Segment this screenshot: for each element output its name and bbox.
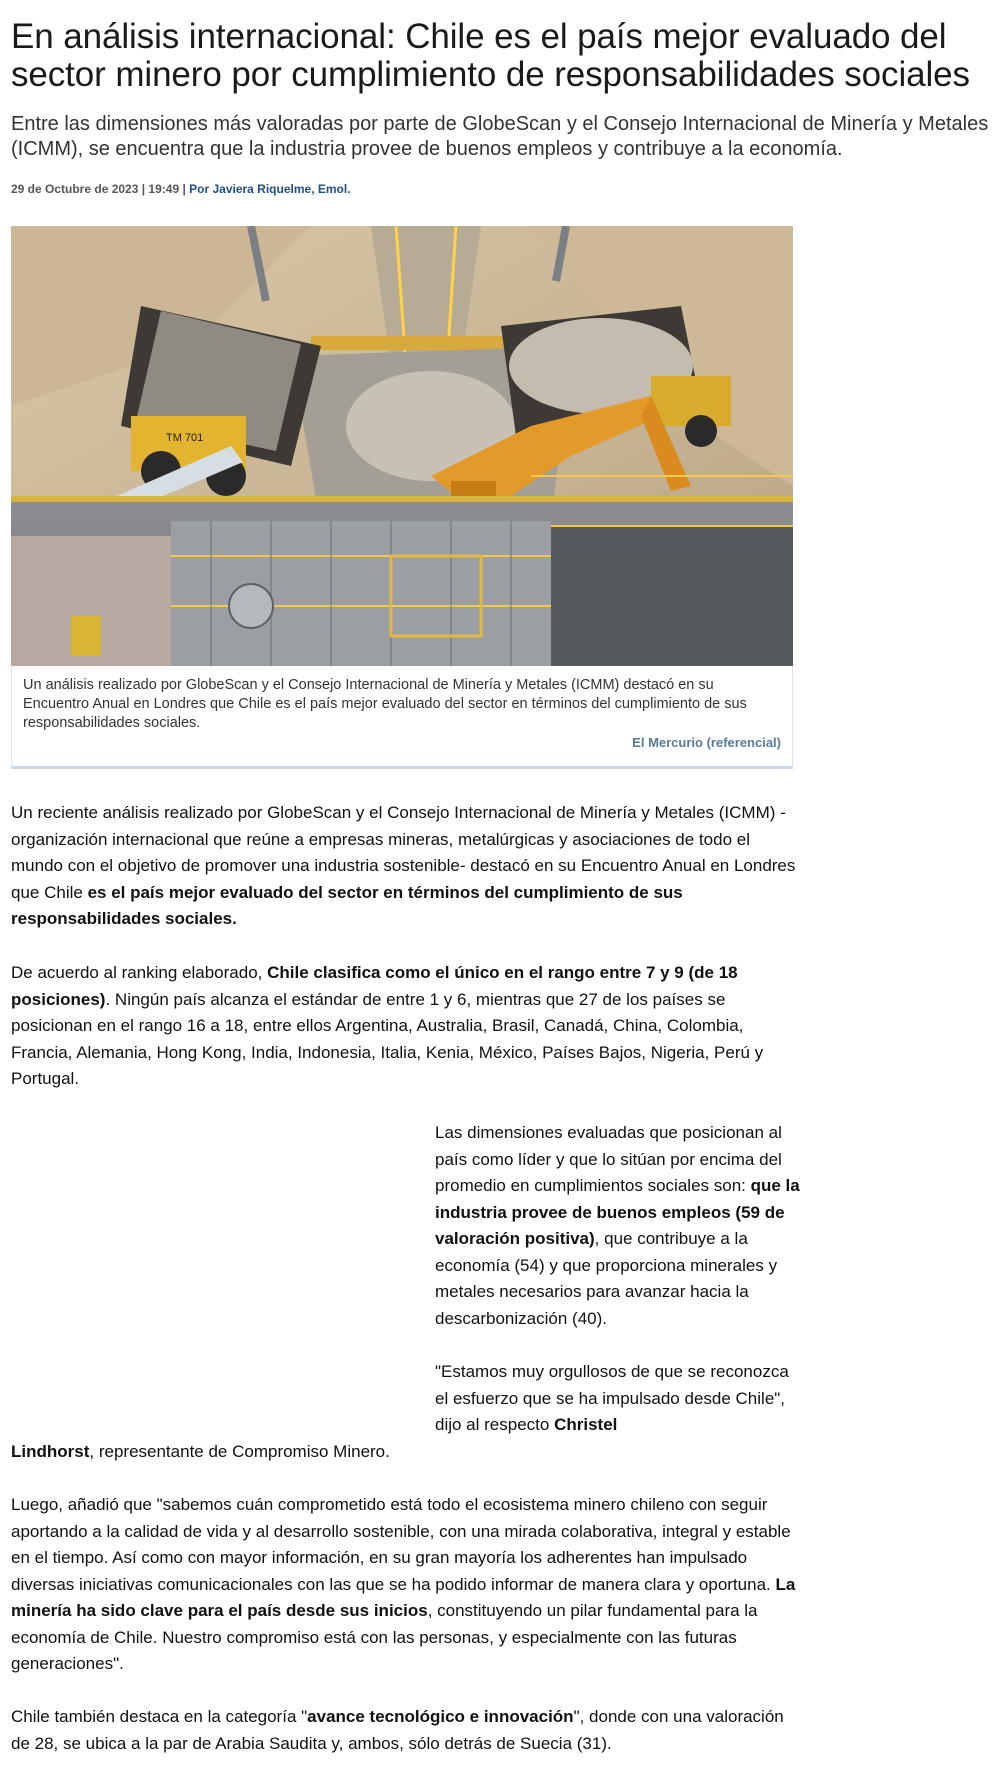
truck-plate-label: TM 701 [166,432,204,444]
p6-text-a: Chile también destaca en la categoría " [11,1707,308,1726]
article-figure [11,226,793,769]
p4-bold-firstname: Christel [554,1415,618,1434]
p4-bold-lastname: Lindhorst [11,1442,90,1461]
publish-date: 29 de Octubre de 2023 | 19:49 | [11,182,190,196]
p4-text-a: "Estamos muy orgullosos de que se reconozca el esfuerzo que se ha impulsado desde Chile", dijo al respecto [435,1362,789,1434]
p4-text-c: , representante de Compromiso Minero. [89,1442,390,1461]
paragraph-2 [11,960,796,1093]
p2-bold: Chile clasifica como el único en el rango entre 7 y 9 (de 18 posiciones) [11,963,738,1009]
paragraph-1 [11,800,796,933]
mining-photo[interactable] [11,226,793,666]
p5-text-a: Luego, añadió que "sabemos cuán comprometido está todo el ecosistema minero chileno con seguir aportando a la calidad de vida y al desarrollo sostenible, con una mirada colaborativa, integral y estable en el tiempo. Así como con mayor información, en su gran mayoría los adherentes han impulsado diversas iniciativas comunicacionales con las que se ha podido informar de manera clara y oportuna. [11,1495,791,1594]
mining-photo-illustration [11,226,793,666]
paragraph-5 [11,1492,796,1678]
figure-caption: Un análisis realizado por GlobeScan y el Consejo Internacional de Minería y Metales (ICMM) destacó en su Encuentro Anual en Londres que Chile es el país mejor evaluado del sector en términos del cumplimiento de sus responsabilidades sociales. [23,677,747,731]
byline [11,182,351,196]
p3-text-c: , que contribuye a la economía (54) y que proporciona minerales y metales necesarios para avanzar hacia la descarbonización (40). [435,1229,778,1328]
p1-text: Un reciente análisis realizado por GlobeScan y el Consejo Internacional de Minería y Metales (ICMM) -organización internacional que reúne a empresas mineras, metalúrgicas y asociaciones de todo el mundo con el objetivo de promover una industria sostenible- destacó en su Encuentro Anual en Londres que Chile [11,803,796,902]
paragraph-3 [435,1120,800,1332]
paragraph-4-continuation [11,1439,796,1466]
photo-credit: El Mercurio (referencial) [632,735,781,750]
p5-bold: La minería ha sido clave para el país desde sus inicios [11,1574,796,1620]
p2-text-c: . Ningún país alcanza el estándar de entre 1 y 6, mientras que 27 de los países se posicionan en el rango 16 a 18, entre ellos Argentina, Australia, Brasil, Canadá, China, Colombia, Francia, Alemania, Hong Kong, India, Indonesia, Italia, Kenia, México, Países Bajos, Nigeria, Perú y Portugal. [11,989,764,1088]
article-subtitle: Entre las dimensiones más valoradas por parte de GlobeScan y el Consejo Internacional de Minería y Metales (ICMM), se encuentra que la industria provee de buenos empleos y contribuye a la economía. [11,113,989,160]
p1-bold: es el país mejor evaluado del sector en términos del cumplimiento de sus responsabilidades sociales. [11,882,683,928]
p5-text-c: , constituyendo un pilar fundamental para la economía de Chile. Nuestro compromiso está con las personas, y especialmente con las futuras generaciones". [11,1601,758,1673]
p6-bold: avance tecnológico e innovación [307,1707,574,1726]
article-title: En análisis internacional: Chile es el país mejor evaluado del sector minero por cumplimiento de responsabilidades sociales [11,17,970,94]
p3-text-a: Las dimensiones evaluadas que posicionan al país como líder y que lo sitúan por encima del promedio en cumplimientos sociales son: [435,1123,782,1195]
paragraph-6 [11,1704,796,1757]
p3-bold: que la industria provee de buenos empleos (59 de valoración positiva) [435,1176,800,1248]
paragraph-4-quote [435,1359,800,1439]
p6-text-c: ", donde con una valoración de 28, se ubica a la par de Arabia Saudita y, ambos, sólo detrás de Suecia (31). [11,1707,784,1753]
author-link[interactable]: Por Javiera Riquelme, Emol. [189,182,351,196]
p2-text-a: De acuerdo al ranking elaborado, [11,963,268,982]
caption-box [11,666,793,766]
